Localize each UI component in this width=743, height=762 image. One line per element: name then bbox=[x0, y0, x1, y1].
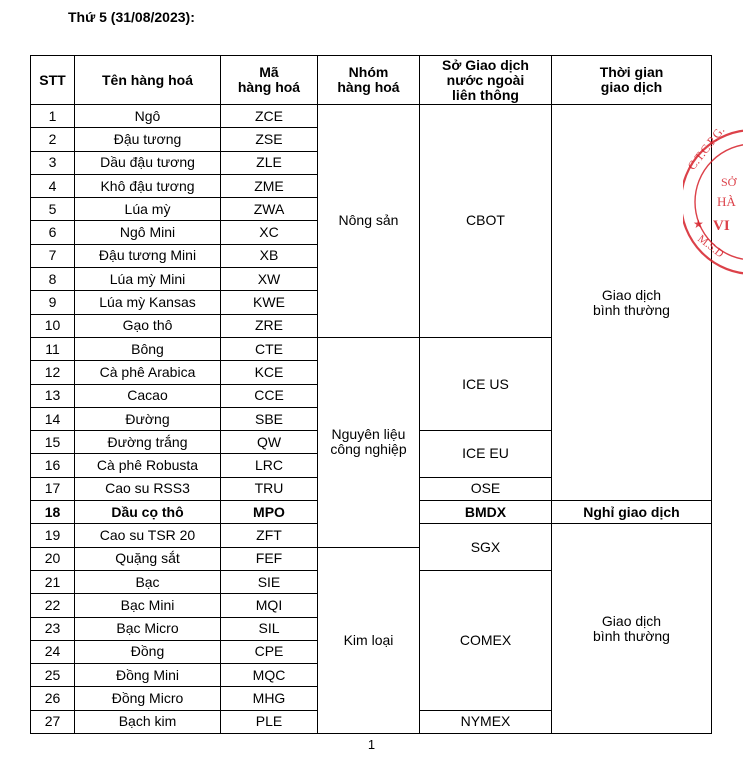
cell-stt: 5 bbox=[31, 198, 75, 221]
cell-name: Cao su TSR 20 bbox=[75, 524, 221, 547]
cell-name: Quặng sắt bbox=[75, 547, 221, 570]
cell-code: CCE bbox=[221, 384, 318, 407]
cell-code: KWE bbox=[221, 291, 318, 314]
cell-stt: 8 bbox=[31, 268, 75, 291]
cell-name: Bạc bbox=[75, 570, 221, 593]
exchange-comex: COMEX bbox=[420, 570, 552, 710]
cell-code: CTE bbox=[221, 337, 318, 360]
cell-code: MQI bbox=[221, 594, 318, 617]
cell-stt: 2 bbox=[31, 128, 75, 151]
exchange-ice-eu: ICE EU bbox=[420, 431, 552, 478]
cell-stt: 15 bbox=[31, 431, 75, 454]
cell-name: Lúa mỳ Kansas bbox=[75, 291, 221, 314]
time-normal-1: Giao dịch bình thường bbox=[552, 105, 712, 501]
cell-code: FEF bbox=[221, 547, 318, 570]
header-row bbox=[31, 56, 712, 105]
cell-name: Ngô Mini bbox=[75, 221, 221, 244]
cell-stt: 20 bbox=[31, 547, 75, 570]
cell-code: QW bbox=[221, 431, 318, 454]
cell-code: MPO bbox=[221, 501, 318, 524]
cell-name: Đường bbox=[75, 407, 221, 430]
group-metals: Kim loại bbox=[318, 547, 420, 733]
cell-name: Bạch kim bbox=[75, 710, 221, 733]
cell-code: SBE bbox=[221, 407, 318, 430]
page-number: 1 bbox=[367, 737, 376, 752]
exchange-ose: OSE bbox=[420, 477, 552, 500]
svg-text:M.S.D: M.S.D bbox=[695, 232, 726, 261]
cell-code: CPE bbox=[221, 640, 318, 663]
cell-name: Đồng Mini bbox=[75, 664, 221, 687]
cell-stt: 26 bbox=[31, 687, 75, 710]
page-heading: Thứ 5 (31/08/2023): bbox=[68, 9, 195, 25]
col-header-name: Tên hàng hoá bbox=[75, 56, 221, 105]
cell-code: ZLE bbox=[221, 151, 318, 174]
cell-name: Đồng Micro bbox=[75, 687, 221, 710]
cell-stt: 3 bbox=[31, 151, 75, 174]
group-agri: Nông sản bbox=[318, 105, 420, 338]
col-header-stt: STT bbox=[31, 56, 75, 105]
cell-stt: 21 bbox=[31, 570, 75, 593]
cell-stt: 7 bbox=[31, 244, 75, 267]
cell-name: Đường trắng bbox=[75, 431, 221, 454]
cell-stt: 4 bbox=[31, 174, 75, 197]
group-industrial: Nguyên liệu công nghiệp bbox=[318, 337, 420, 547]
cell-stt: 9 bbox=[31, 291, 75, 314]
exchange-nymex: NYMEX bbox=[420, 710, 552, 733]
cell-stt: 13 bbox=[31, 384, 75, 407]
cell-name: Gạo thô bbox=[75, 314, 221, 337]
exchange-bmdx: BMDX bbox=[420, 501, 552, 524]
cell-code: MHG bbox=[221, 687, 318, 710]
cell-code: XB bbox=[221, 244, 318, 267]
commodity-table bbox=[30, 55, 712, 734]
cell-name: Lúa mỳ Mini bbox=[75, 268, 221, 291]
cell-name: Bạc Micro bbox=[75, 617, 221, 640]
time-suspended: Nghỉ giao dịch bbox=[552, 501, 712, 524]
cell-name: Đậu tương bbox=[75, 128, 221, 151]
cell-code: SIE bbox=[221, 570, 318, 593]
cell-stt: 6 bbox=[31, 221, 75, 244]
cell-name: Cacao bbox=[75, 384, 221, 407]
cell-stt: 11 bbox=[31, 337, 75, 360]
cell-stt: 1 bbox=[31, 105, 75, 128]
cell-code: ZSE bbox=[221, 128, 318, 151]
svg-text:C.T.C.P.G.: C.T.C.P.G. bbox=[684, 123, 728, 173]
cell-stt: 14 bbox=[31, 407, 75, 430]
cell-code: ZWA bbox=[221, 198, 318, 221]
cell-code: MQC bbox=[221, 664, 318, 687]
cell-stt: 25 bbox=[31, 664, 75, 687]
cell-name: Lúa mỳ bbox=[75, 198, 221, 221]
cell-code: ZCE bbox=[221, 105, 318, 128]
col-header-time: Thời gian giao dịch bbox=[552, 56, 712, 105]
cell-stt: 12 bbox=[31, 361, 75, 384]
exchange-ice-us: ICE US bbox=[420, 337, 552, 430]
cell-code: TRU bbox=[221, 477, 318, 500]
cell-code: ZRE bbox=[221, 314, 318, 337]
cell-stt: 10 bbox=[31, 314, 75, 337]
cell-name: Cà phê Arabica bbox=[75, 361, 221, 384]
cell-name: Đồng bbox=[75, 640, 221, 663]
company-seal-stamp bbox=[683, 120, 743, 280]
cell-code: SIL bbox=[221, 617, 318, 640]
cell-stt: 18 bbox=[31, 501, 75, 524]
svg-text:HÀ: HÀ bbox=[717, 194, 736, 209]
exchange-sgx: SGX bbox=[420, 524, 552, 571]
svg-text:★: ★ bbox=[693, 217, 704, 231]
cell-stt: 17 bbox=[31, 477, 75, 500]
cell-name: Khô đậu tương bbox=[75, 174, 221, 197]
cell-stt: 27 bbox=[31, 710, 75, 733]
cell-stt: 22 bbox=[31, 594, 75, 617]
table-row bbox=[31, 105, 712, 128]
cell-stt: 16 bbox=[31, 454, 75, 477]
cell-code: XW bbox=[221, 268, 318, 291]
col-header-exchange: Sở Giao dịch nước ngoài liên thông bbox=[420, 56, 552, 105]
cell-code: KCE bbox=[221, 361, 318, 384]
cell-code: XC bbox=[221, 221, 318, 244]
cell-name: Ngô bbox=[75, 105, 221, 128]
cell-name: Đậu tương Mini bbox=[75, 244, 221, 267]
svg-text:SỞ: SỞ bbox=[721, 175, 737, 189]
cell-stt: 24 bbox=[31, 640, 75, 663]
cell-name: Dầu đậu tương bbox=[75, 151, 221, 174]
cell-code: LRC bbox=[221, 454, 318, 477]
cell-name: Bông bbox=[75, 337, 221, 360]
cell-stt: 23 bbox=[31, 617, 75, 640]
cell-code: ZME bbox=[221, 174, 318, 197]
cell-name: Bạc Mini bbox=[75, 594, 221, 617]
exchange-cbot: CBOT bbox=[420, 105, 552, 338]
cell-name: Cà phê Robusta bbox=[75, 454, 221, 477]
col-header-group: Nhóm hàng hoá bbox=[318, 56, 420, 105]
col-header-code: Mã hàng hoá bbox=[221, 56, 318, 105]
cell-name: Cao su RSS3 bbox=[75, 477, 221, 500]
cell-name: Dầu cọ thô bbox=[75, 501, 221, 524]
svg-text:VI: VI bbox=[713, 218, 730, 234]
cell-code: PLE bbox=[221, 710, 318, 733]
cell-stt: 19 bbox=[31, 524, 75, 547]
time-normal-2: Giao dịch bình thường bbox=[552, 524, 712, 734]
cell-code: ZFT bbox=[221, 524, 318, 547]
